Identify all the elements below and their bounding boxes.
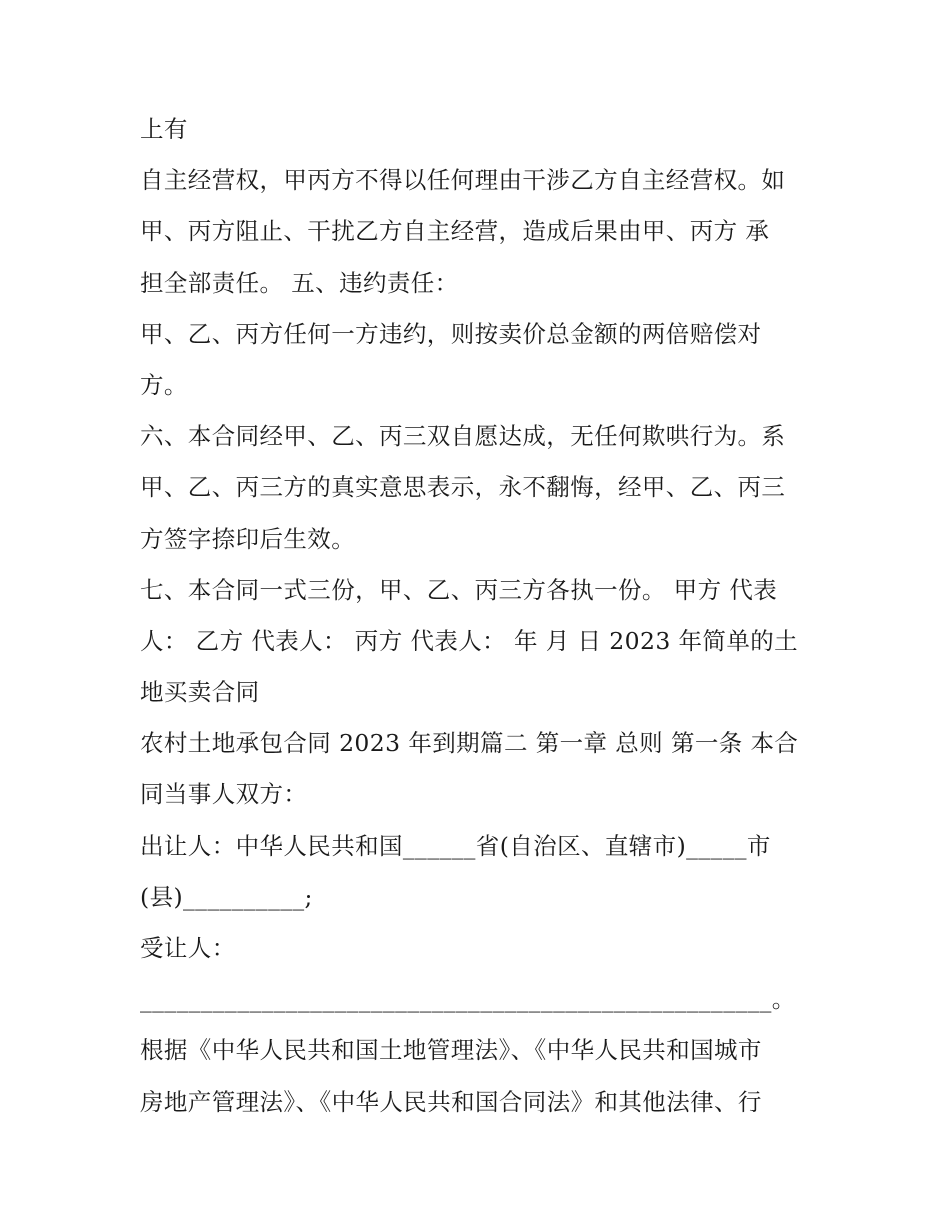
text-line: (县)__________; [140,882,313,911]
text-line: 方。 [140,370,188,399]
text-line: 六、本合同经甲、乙、丙三双自愿达成，无任何欺哄行为。系 [140,422,786,451]
text-line: 七、本合同一式三份，甲、乙、丙三方各执一份。 甲方 代表 [140,575,778,604]
text-line: 受让人： [140,934,236,962]
text-line: 甲、丙方阻止、干扰乙方自主经营，造成后果由甲、丙方 承 [140,217,770,246]
text-line: 同当事人双方： [140,780,308,809]
contract-text [140,104,820,1128]
text-line: 自主经营权，甲丙方不得以任何理由干涉乙方自主经营权。如 [140,166,786,195]
text-line: 方签字捺印后生效。 [140,524,356,553]
text-line: ____________________________________________________。 [140,985,796,1014]
text-line: 甲、乙、丙三方的真实意思表示，永不翻悔，经甲、乙、丙三 [140,473,786,502]
text-line: 根据《中华人民共和国土地管理法》、《中华人民共和国城市 [140,1036,762,1065]
text-line: 出让人：中华人民共和国______省(自治区、直辖市)_____市 [140,831,771,860]
text-line: 农村土地承包合同 2023 年到期篇二 第一章 总则 第一条 本合 [140,729,799,758]
text-line: 房地产管理法》、《中华人民共和国合同法》和其他法律、行 [140,1087,762,1116]
text-line: 上有 [140,115,188,143]
text-line: 地买卖合同 [140,678,260,707]
text-line: 人： 乙方 代表人： 丙方 代表人： 年 月 日 2023 年简单的土 [140,626,799,655]
text-line: 担全部责任。 五、违约责任： [140,268,459,297]
text-line: 甲、乙、丙方任何一方违约，则按卖价总金额的两倍赔偿对 [140,319,762,348]
